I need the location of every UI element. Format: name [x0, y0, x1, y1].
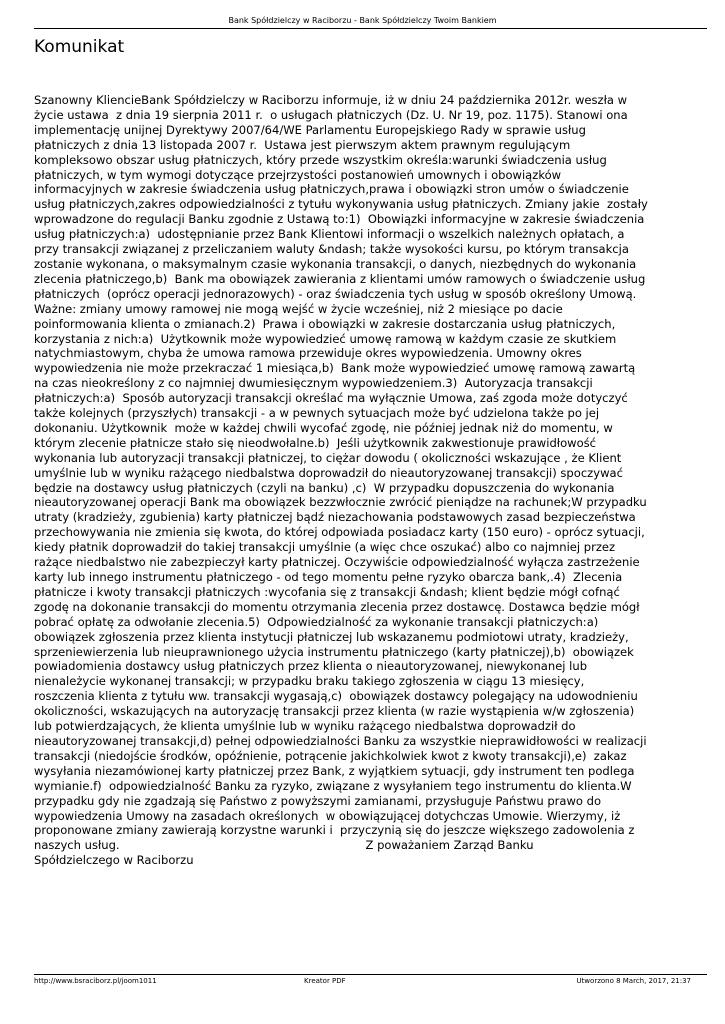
footer-url: http://www.bsraciborz.pl/joom1011 [34, 977, 157, 985]
header-divider [34, 28, 707, 29]
announcement-body [34, 93, 682, 868]
body-line: powiadomienia dostawcy usług płatniczych przez klienta o nieautoryzowanej, niewykonanej lub [34, 659, 588, 674]
body-line: sprzeniewierzenia lub nieuprawnionego użycia instrumentu płatniczego (karty płatniczej),b) obowiązek [34, 644, 634, 659]
body-line: przypadku gdy nie zgadzają się Państwo z powyższymi zamianami, przysługuje Państwu prawo do [34, 793, 602, 808]
body-line: usług płatniczych:a) udostępnianie przez Bank Klientowi informacji o wszelkich należnych opłatach, a [34, 227, 625, 242]
body-line: zlecenia płatniczego,b) Bank ma obowiązek zawierania z klientami umów ramowych o świadczenie usług [34, 271, 646, 286]
body-line: Spółdzielczego w Raciborzu [34, 853, 194, 868]
body-line: obowiązek zgłoszenia przez klienta instytucji płatniczej lub wskazanemu podmiotowi utraty, kradzieży, [34, 629, 629, 644]
body-line: wypowiedzenia Umowy na zasadach określonych w obowiązującej dotychczas Umowie. Wierzymy, iż [34, 808, 621, 823]
footer-generator: Kreator PDF [304, 977, 346, 985]
body-line: na czas nieokreślony z co najmniej dwumiesięcznym wypowiedzeniem.3) Autoryzacja transakcji [34, 376, 593, 391]
footer-divider [34, 974, 707, 975]
footer-created-date: Utworzono 8 March, 2017, 21:37 [576, 977, 691, 985]
body-line: płatniczych:a) Sposób autoryzacji transakcji określać ma wyłącznie Umowa, zaś zgoda może dotyczyć [34, 391, 628, 406]
body-line: którym zlecenie płatnicze stało się nieodwołalne.b) Jeśli użytkownik zakwestionuje prawidłowość [34, 435, 597, 450]
body-line: rażące niedbalstwo nie zabezpieczył karty płatniczej. Oczywiście odpowiedzialność wyłącza zastrzeżenie [34, 555, 640, 570]
body-line: korzystania z nich:a) Użytkownik może wypowiedzieć umowę ramową w każdym czasie ze skutkiem [34, 331, 617, 346]
body-line: przy transakcji związanej z przeliczaniem waluty &ndash; także wysokości kursu, po którym transakcja [34, 242, 629, 257]
body-line: transakcji (niedojście środków, opóźnienie, potrącenie jakichkolwiek kwot z kwoty transakcji),e) zakaz [34, 748, 627, 763]
body-line: życie ustawa z dnia 19 sierpnia 2011 r. o usługach płatniczych (Dz. U. Nr 19, poz. 1175). Stanowi ona [34, 107, 628, 122]
body-line: utraty (kradzieży, zgubienia) karty płatniczej bądź niezachowania podstawowych zasad bezpieczeństwa [34, 510, 636, 525]
body-line: dokonaniu. Użytkownik może w każdej chwili wycofać zgodę, nie później jednak niż do momentu, w [34, 420, 613, 435]
body-line: proponowane zmiany zawierają korzystne warunki i przyczynią się do jeszcze większego zadowolenia z [34, 823, 635, 838]
body-line: Szanowny KliencieBank Spółdzielczy w Raciborzu informuje, iż w dniu 24 października 2012r. weszła w [34, 93, 628, 107]
body-line: także kolejnych (przyszłych) transakcji - a w pewnych sytuacjach może być udzielona także po jej [34, 406, 600, 421]
body-line: wysyłania niezamówionej karty płatniczej przez Bank, z wyjątkiem sytuacji, gdy instrument ten podlega [34, 763, 635, 778]
body-line: nieautoryzowanej transakcji,d) pełnej odpowiedzialności Banku za wszystkie nieprawidłowości w realizacji [34, 733, 647, 748]
body-line: płatnicze i kwoty transakcji płatniczych :wycofania się z transakcji &ndash; klient będzie mógł cofnąć [34, 584, 620, 599]
body-line: będzie na dostawcy usług płatniczych (czyli na banku) ,c) W przypadku dopuszczenia do wykonania [34, 480, 615, 495]
body-line: usług płatniczych,zakres odpowiedzialności z tytułu wykonywania usług płatniczych. Zmiany jakie zostały [34, 197, 648, 212]
body-line: naszych usług. Z poważaniem Zarząd Banku [34, 838, 534, 853]
body-line: nieautoryzowanej operacji Bank ma obowiązek bezzwłocznie zwrócić pieniądze na rachunek;W przypadku [34, 495, 647, 510]
body-line: przechowywania nie zmienia się kwota, do której odpowiada posiadacz karty (150 euro) - oprócz sytuacji, [34, 525, 645, 540]
body-line: lub potwierdzających, że klienta umyślnie lub w wyniku rażącego niedbalstwa doprowadził do [34, 719, 576, 734]
body-line: poinformowania klienta o zmianach.2) Prawa i obowiązki w zakresie dostarczania usług płatniczych, [34, 316, 616, 331]
body-line: informacyjnych w zakresie świadczenia usług płatniczych,prawa i obowiązki stron umów o świadczenie [34, 182, 629, 197]
body-line: umyślnie lub w wyniku rażącego niedbalstwa doprowadził do nieautoryzowanej transakcji) spoczywać [34, 465, 623, 480]
body-line: zostanie wykonana, o maksymalnym czasie wykonania transakcji, o danych, niezbędnych do wykonania [34, 256, 637, 271]
body-line: wymianie.f) odpowiedzialność Banku za ryzyko, związane z wysyłaniem tego instrumentu do klienta.W [34, 778, 632, 793]
body-line: zgodę na dokonanie transakcji do momentu otrzymania zlecenia przez dostawcę. Dostawca będzie mógł [34, 599, 640, 614]
body-line: pobrać opłatę za odwołanie zlecenia.5) Odpowiedzialność za wykonanie transakcji płatniczych:a) [34, 614, 599, 629]
body-line: okoliczności, wskazujących na autoryzację transakcji przez klienta (w razie wystąpienia w/w zgłoszenia) [34, 704, 635, 719]
body-line: kiedy płatnik doprowadził do takiej transakcji umyślnie (a więc chce oszukać) albo co najmniej przez [34, 540, 616, 555]
body-line: kompleksowo obszar usług płatniczych, który przede wszystkim określa:warunki świadczenia usług [34, 152, 607, 167]
body-line: karty lub innego instrumentu płatniczego - od tego momentu pełne ryzyko obarcza bank,.4) Zlecenia [34, 570, 623, 584]
body-line: roszczenia klienta z tytułu ww. transakcji wygasają,c) obowiązek dostawcy polegający na udowodnieniu [34, 689, 638, 704]
page-header: Bank Spółdzielczy w Raciborzu - Bank Spółdzielczy Twoim Bankiem [228, 16, 497, 25]
body-line: płatniczych z dnia 13 listopada 2007 r. Ustawa jest pierwszym aktem prawnym regulującym [34, 137, 571, 152]
body-line: Ważne: zmiany umowy ramowej nie mogą wejść w życie wcześniej, niż 2 miesiące po dacie [34, 301, 563, 316]
body-line: natychmiastowym, chyba że umowa ramowa przewiduje okres wypowiedzenia. Umowny okres [34, 346, 582, 361]
body-line: implementację unijnej Dyrektywy 2007/64/WE Parlamentu Europejskiego Rady w sprawie usług [34, 122, 586, 137]
body-line: nienależycie wykonanej transakcji; w przypadku braku takiego zgłoszenia w ciągu 13 miesięcy, [34, 674, 585, 689]
body-line: płatniczych (oprócz operacji jednorazowych) - oraz świadczenia tych usług w sposób określony Umową. [34, 286, 637, 301]
body-line: płatniczych, w tym wymogi dotyczące przejrzystości postanowień umownych i obowiązków [34, 167, 562, 182]
body-line: wprowadzone do regulacji Banku zgodnie z Ustawą to:1) Obowiązki informacyjne w zakresie świadczenia [34, 212, 645, 227]
page-title: Komunikat [34, 37, 125, 57]
body-line: wykonania lub autoryzacji transakcji płatniczej, to ciężar dowodu ( okoliczności wskazujące , że Klient [34, 450, 622, 465]
body-line: wypowiedzenia nie może przekraczać 1 miesiąca,b) Bank może wypowiedzieć umowę ramową zawartą [34, 361, 636, 376]
